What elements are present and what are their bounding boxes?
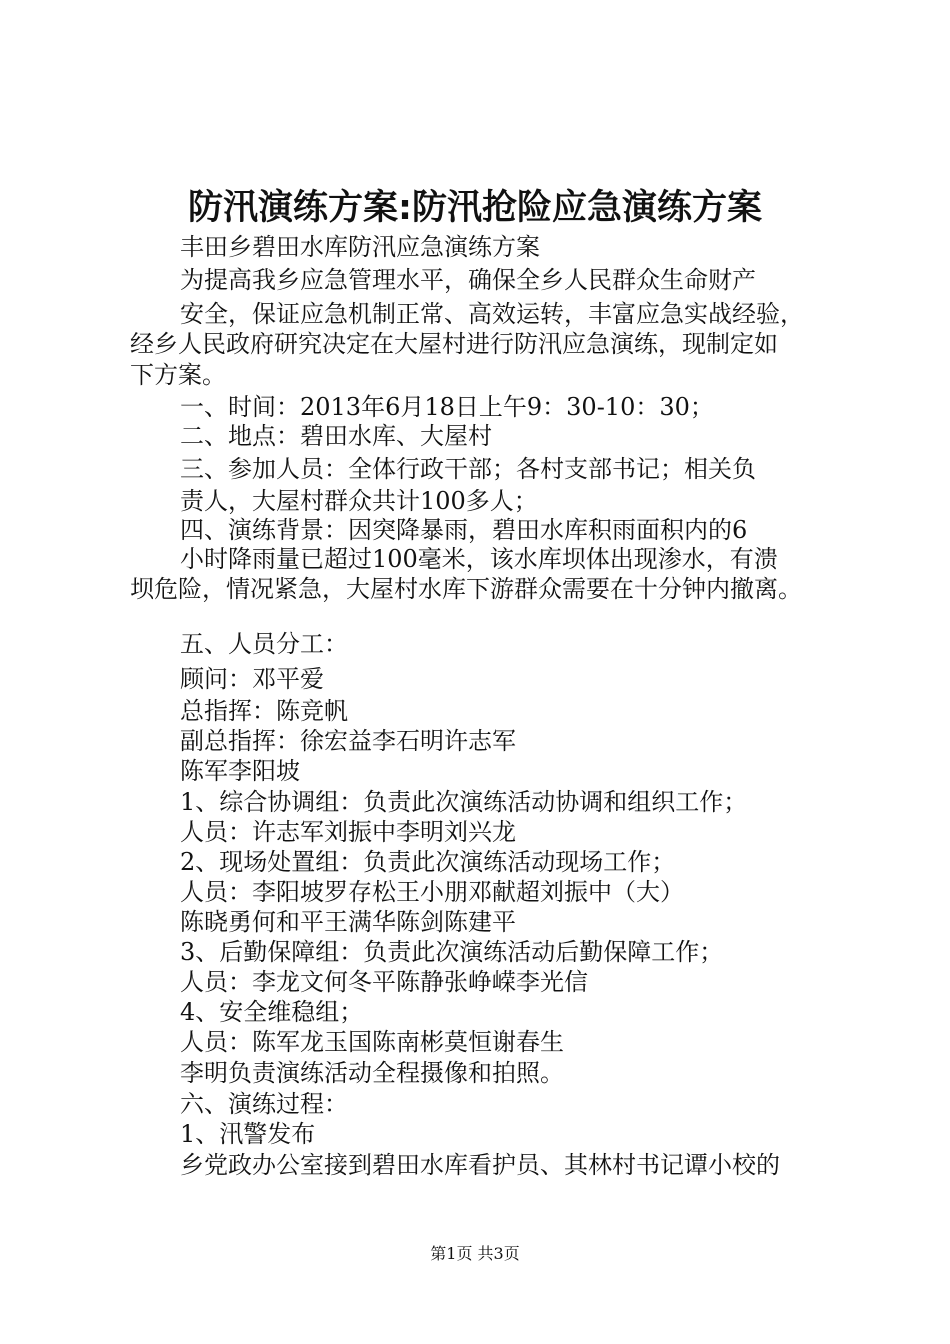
document-line: 1、汛警发布 (180, 1120, 316, 1148)
document-line: 责人，大屋村群众共计100多人； (180, 487, 538, 515)
document-line: 人员：李阳坡罗存松王小朋邓献超刘振中（大） (180, 878, 684, 906)
document-line: 陈军李阳坡 (180, 757, 300, 785)
document-line: 1、综合协调组：负责此次演练活动协调和组织工作； (180, 788, 748, 816)
document-line: 李明负责演练活动全程摄像和拍照。 (180, 1059, 564, 1087)
document-line: 2、现场处置组：负责此次演练活动现场工作； (180, 848, 676, 876)
document-line: 顾问：邓平爱 (180, 665, 324, 693)
document-line: 丰田乡碧田水库防汛应急演练方案 (180, 233, 540, 261)
document-line: 三、参加人员：全体行政干部；各村支部书记；相关负 (180, 455, 756, 483)
document-line: 六、演练过程： (180, 1090, 348, 1118)
document-line: 一、时间：2013年6月18日上午9：30-10：30； (180, 393, 714, 421)
document-line: 小时降雨量已超过100毫米，该水库坝体出现渗水，有溃 (180, 545, 778, 573)
document-line: 安全，保证应急机制正常、高效运转，丰富应急实战经验， (180, 300, 804, 328)
document-line: 经乡人民政府研究决定在大屋村进行防汛应急演练，现制定如 (130, 330, 778, 358)
document-line: 4、安全维稳组； (180, 998, 364, 1026)
document-line: 五、人员分工： (180, 630, 348, 658)
document-line: 下方案。 (130, 361, 226, 389)
document-line: 人员：许志军刘振中李明刘兴龙 (180, 818, 516, 846)
document-title: 防汛演练方案:防汛抢险应急演练方案 (188, 188, 762, 228)
document-line: 3、后勤保障组：负责此次演练活动后勤保障工作； (180, 938, 724, 966)
document-line: 总指挥：陈竞帆 (180, 697, 348, 725)
document-line: 陈晓勇何和平王满华陈剑陈建平 (180, 908, 516, 936)
document-line: 四、演练背景：因突降暴雨，碧田水库积雨面积内的6 (180, 516, 748, 544)
document-line: 乡党政办公室接到碧田水库看护员、其林村书记谭小校的 (180, 1151, 780, 1179)
document-line: 副总指挥：徐宏益李石明许志军 (180, 727, 516, 755)
document-line: 人员：李龙文何冬平陈静张峥嵘李光信 (180, 968, 588, 996)
document-line: 人员：陈军龙玉国陈南彬莫恒谢春生 (180, 1028, 564, 1056)
document-line: 坝危险，情况紧急，大屋村水库下游群众需要在十分钟内撤离。 (130, 575, 802, 603)
page-number: 第1页 共3页 (430, 1244, 520, 1263)
document-line: 为提高我乡应急管理水平，确保全乡人民群众生命财产 (180, 266, 756, 294)
document-line: 二、地点：碧田水库、大屋村 (180, 422, 492, 450)
